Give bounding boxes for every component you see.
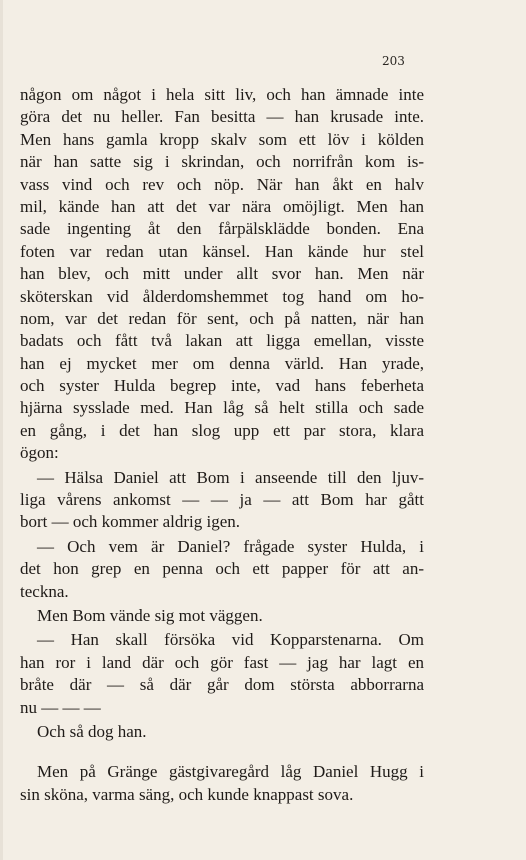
text-line: när han satte sig i skrindan, och norrifrån kom is- xyxy=(20,152,424,172)
text-line: — Hälsa Daniel att Bom i anseende till den ljuv- xyxy=(37,467,424,487)
text-line: Men Bom vände sig mot väggen. xyxy=(37,605,263,625)
text-line: Men på Gränge gästgivaregård låg Daniel Hugg i xyxy=(37,762,424,782)
text-line: teckna. xyxy=(20,581,69,601)
text-line: någon om något i hela sitt liv, och han ämnade inte xyxy=(20,85,424,104)
text-line: han ej mycket mer om denna värld. Han yrade, xyxy=(20,353,424,373)
body-text xyxy=(20,84,424,806)
text-line: bort — och kommer aldrig igen. xyxy=(20,512,241,532)
text-line: — Han skall försöka vid Kopparstenarna. Om xyxy=(37,630,424,650)
text-line: — Och vem är Daniel? frågade syster Hulda, i xyxy=(37,536,424,556)
text-line: vass vind och rev och nöp. När han åkt en halv xyxy=(20,174,424,194)
page-number: 203 xyxy=(382,54,405,68)
text-line: bråte där — så där går dom största abborrarna xyxy=(20,675,424,695)
text-line: sin sköna, varma säng, och kunde knappast sova. xyxy=(20,784,354,804)
text-line: han ror i land där och gör fast — jag har lagt en xyxy=(20,652,424,672)
text-line: sade ingenting åt den fårpälsklädde bonden. Ena xyxy=(20,219,424,239)
text-line: mil, kände han att det var nära omöjligt. Men han xyxy=(20,196,424,216)
text-line: hjärna sysslade med. Han låg så helt stilla och sade xyxy=(20,398,424,418)
text-line: en gång, i det han slog upp ett par stora, klara xyxy=(20,420,424,440)
text-line: foten var redan utan känsel. Han kände hur stel xyxy=(20,241,424,261)
section-gap xyxy=(20,743,424,761)
text-line: Men hans gamla kropp skalv som ett löv i kölden xyxy=(20,129,424,149)
text-line: göra det nu heller. Fan besitta — han krusade inte. xyxy=(20,107,424,127)
text-line: liga vårens ankomst — — ja — att Bom har gått xyxy=(20,490,424,510)
text-line: nom, var det redan för sent, och på natten, när han xyxy=(20,308,424,328)
text-line: ögon: xyxy=(20,443,59,463)
text-line: det hon grep en penna och ett papper för att an- xyxy=(20,559,424,579)
text-line: nu — — — xyxy=(20,697,101,717)
text-line: sköterskan vid ålderdomshemmet tog hand om ho- xyxy=(20,286,424,306)
text-line: Och så dog han. xyxy=(37,721,147,741)
text-line: han blev, och mitt under allt svor han. Men när xyxy=(20,264,424,284)
text-line: och syster Hulda begrep inte, vad hans feberheta xyxy=(20,376,424,396)
page-edge xyxy=(0,0,3,860)
text-line: badats och fått två lakan att ligga emellan, visste xyxy=(20,331,424,351)
